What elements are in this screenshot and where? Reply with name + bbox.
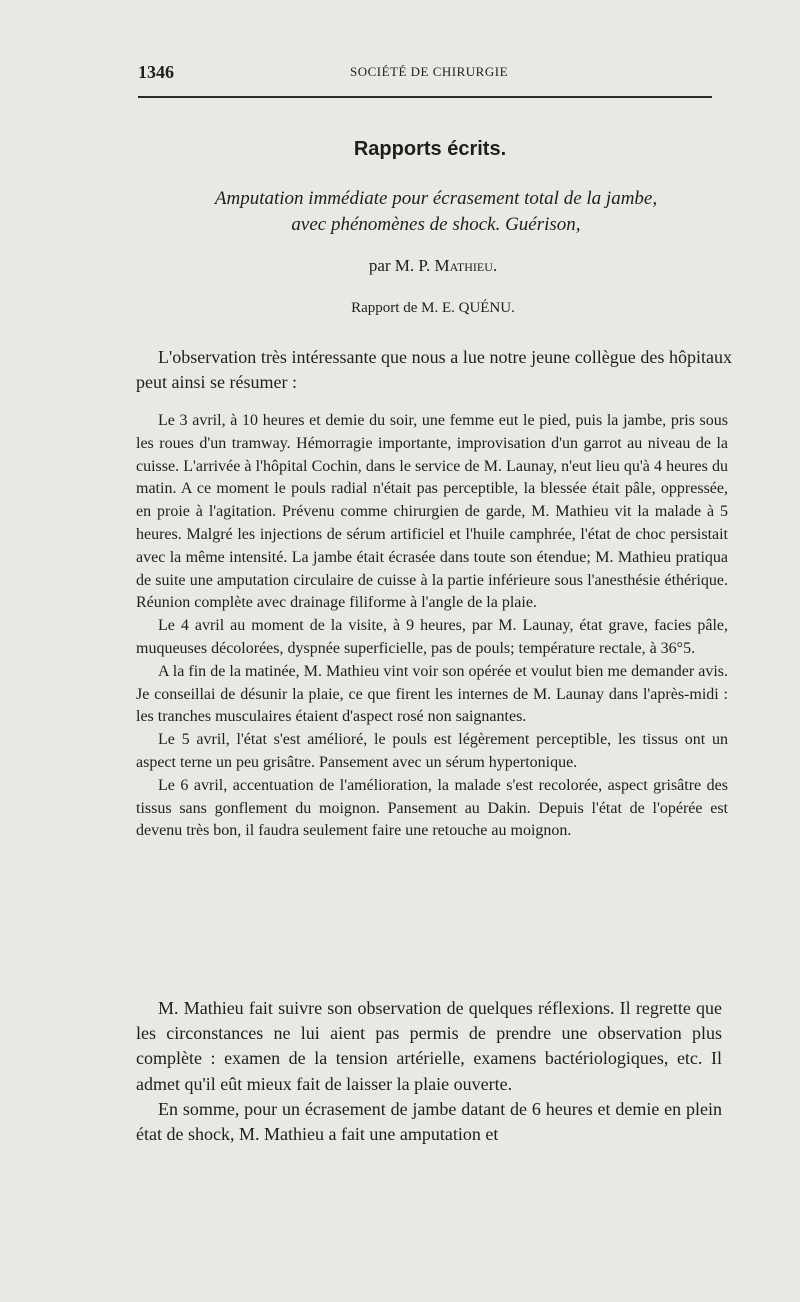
commentary-block bbox=[136, 996, 722, 1147]
section-title: Rapports écrits. bbox=[353, 138, 507, 160]
observation-paragraph: Le 3 avril, à 10 heures et demie du soir, une femme eut le pied, puis la jambe, pris sous les roues d'un tramway. Hémorragie importante, improvisation d'un garrot au niveau de la cuisse. L'arrivée à l'hôpital Cochin, dans le service de M. Launay, n'eut lieu qu'à 4 heures du matin. A ce moment le pouls radial n'était pas perceptible, la blessée était pâle, oppressée, en proie à l'agitation. Prévenu comme chirurgien de garde, M. Mathieu vit la malade à 5 heures. Malgré les injections de sérum artificiel et l'huile camphrée, l'état de choc persistait avec la même intensité. La jambe était écrasée dans toute son étendue; M. Mathieu pratiqua de suite une amputation circulaire de cuisse à la partie inférieure sous l'anesthésie éthérique. Réunion complète avec drainage filiforme à l'angle de la plaie. bbox=[136, 412, 728, 612]
page-number: 1346 bbox=[138, 62, 174, 82]
article-title bbox=[138, 186, 734, 238]
article-title-line-1: Amputation immédiate pour écrasement total de la jambe, bbox=[214, 188, 658, 209]
article-title-line-2: avec phénomènes de shock. Guérison, bbox=[291, 214, 581, 235]
intro-text: L'observation très intéressante que nous a lue notre jeune collègue des hôpitaux peut ainsi se résumer : bbox=[136, 347, 732, 392]
observation-paragraph: Le 6 avril, accentuation de l'amélioration, la malade s'est recolorée, aspect grisâtre des tissus sans gonflement du moignon. Pansement au Dakin. Depuis l'état de l'opérée est devenu très bon, il faudra seulement faire une retouche au moignon. bbox=[136, 776, 728, 840]
commentary-paragraph: En somme, pour un écrasement de jambe datant de 6 heures et demie en plein état de shock, M. Mathieu a fait une amputation et bbox=[136, 1098, 722, 1145]
page-header bbox=[138, 62, 720, 84]
observation-block bbox=[136, 410, 728, 843]
intro-paragraph bbox=[136, 345, 732, 395]
article-author bbox=[138, 256, 728, 276]
observation-paragraph: Le 5 avril, l'état s'est amélioré, le pouls est légèrement perceptible, les tissus ont un aspect terne un peu grisâtre. Pansement avec un sérum hypertonique. bbox=[136, 731, 728, 771]
commentary-paragraph: M. Mathieu fait suivre son observation de quelques réflexions. Il regrette que les circonstances ne lui aient pas permis de prendre une observation plus complète : examen de la tension artérielle, examens bactériologiques, etc. Il admet qu'il eût mieux fait de laisser la plaie ouverte. bbox=[136, 998, 722, 1094]
running-head: SOCIÉTÉ DE CHIRURGIE bbox=[349, 64, 509, 79]
author-name: Mathieu. bbox=[434, 256, 498, 275]
header-rule bbox=[138, 96, 712, 98]
observation-paragraph: A la fin de la matinée, M. Mathieu vint voir son opérée et voulut bien me demander avis. Je conseillai de désunir la plaie, ce que firent les internes de M. Launay dans l'après-midi : les tranches musculaires étaient d'aspect rosé non saignantes. bbox=[136, 662, 728, 726]
author-prefix: par M. P. bbox=[368, 256, 431, 275]
report-byline: Rapport de M. E. QUÉNU. bbox=[351, 300, 515, 316]
observation-paragraph: Le 4 avril au moment de la visite, à 9 heures, par M. Launay, état grave, facies pâle, muqueuses décolorées, dyspnée superficielle, pas de pouls; température rectale, à 36°5. bbox=[136, 617, 728, 657]
